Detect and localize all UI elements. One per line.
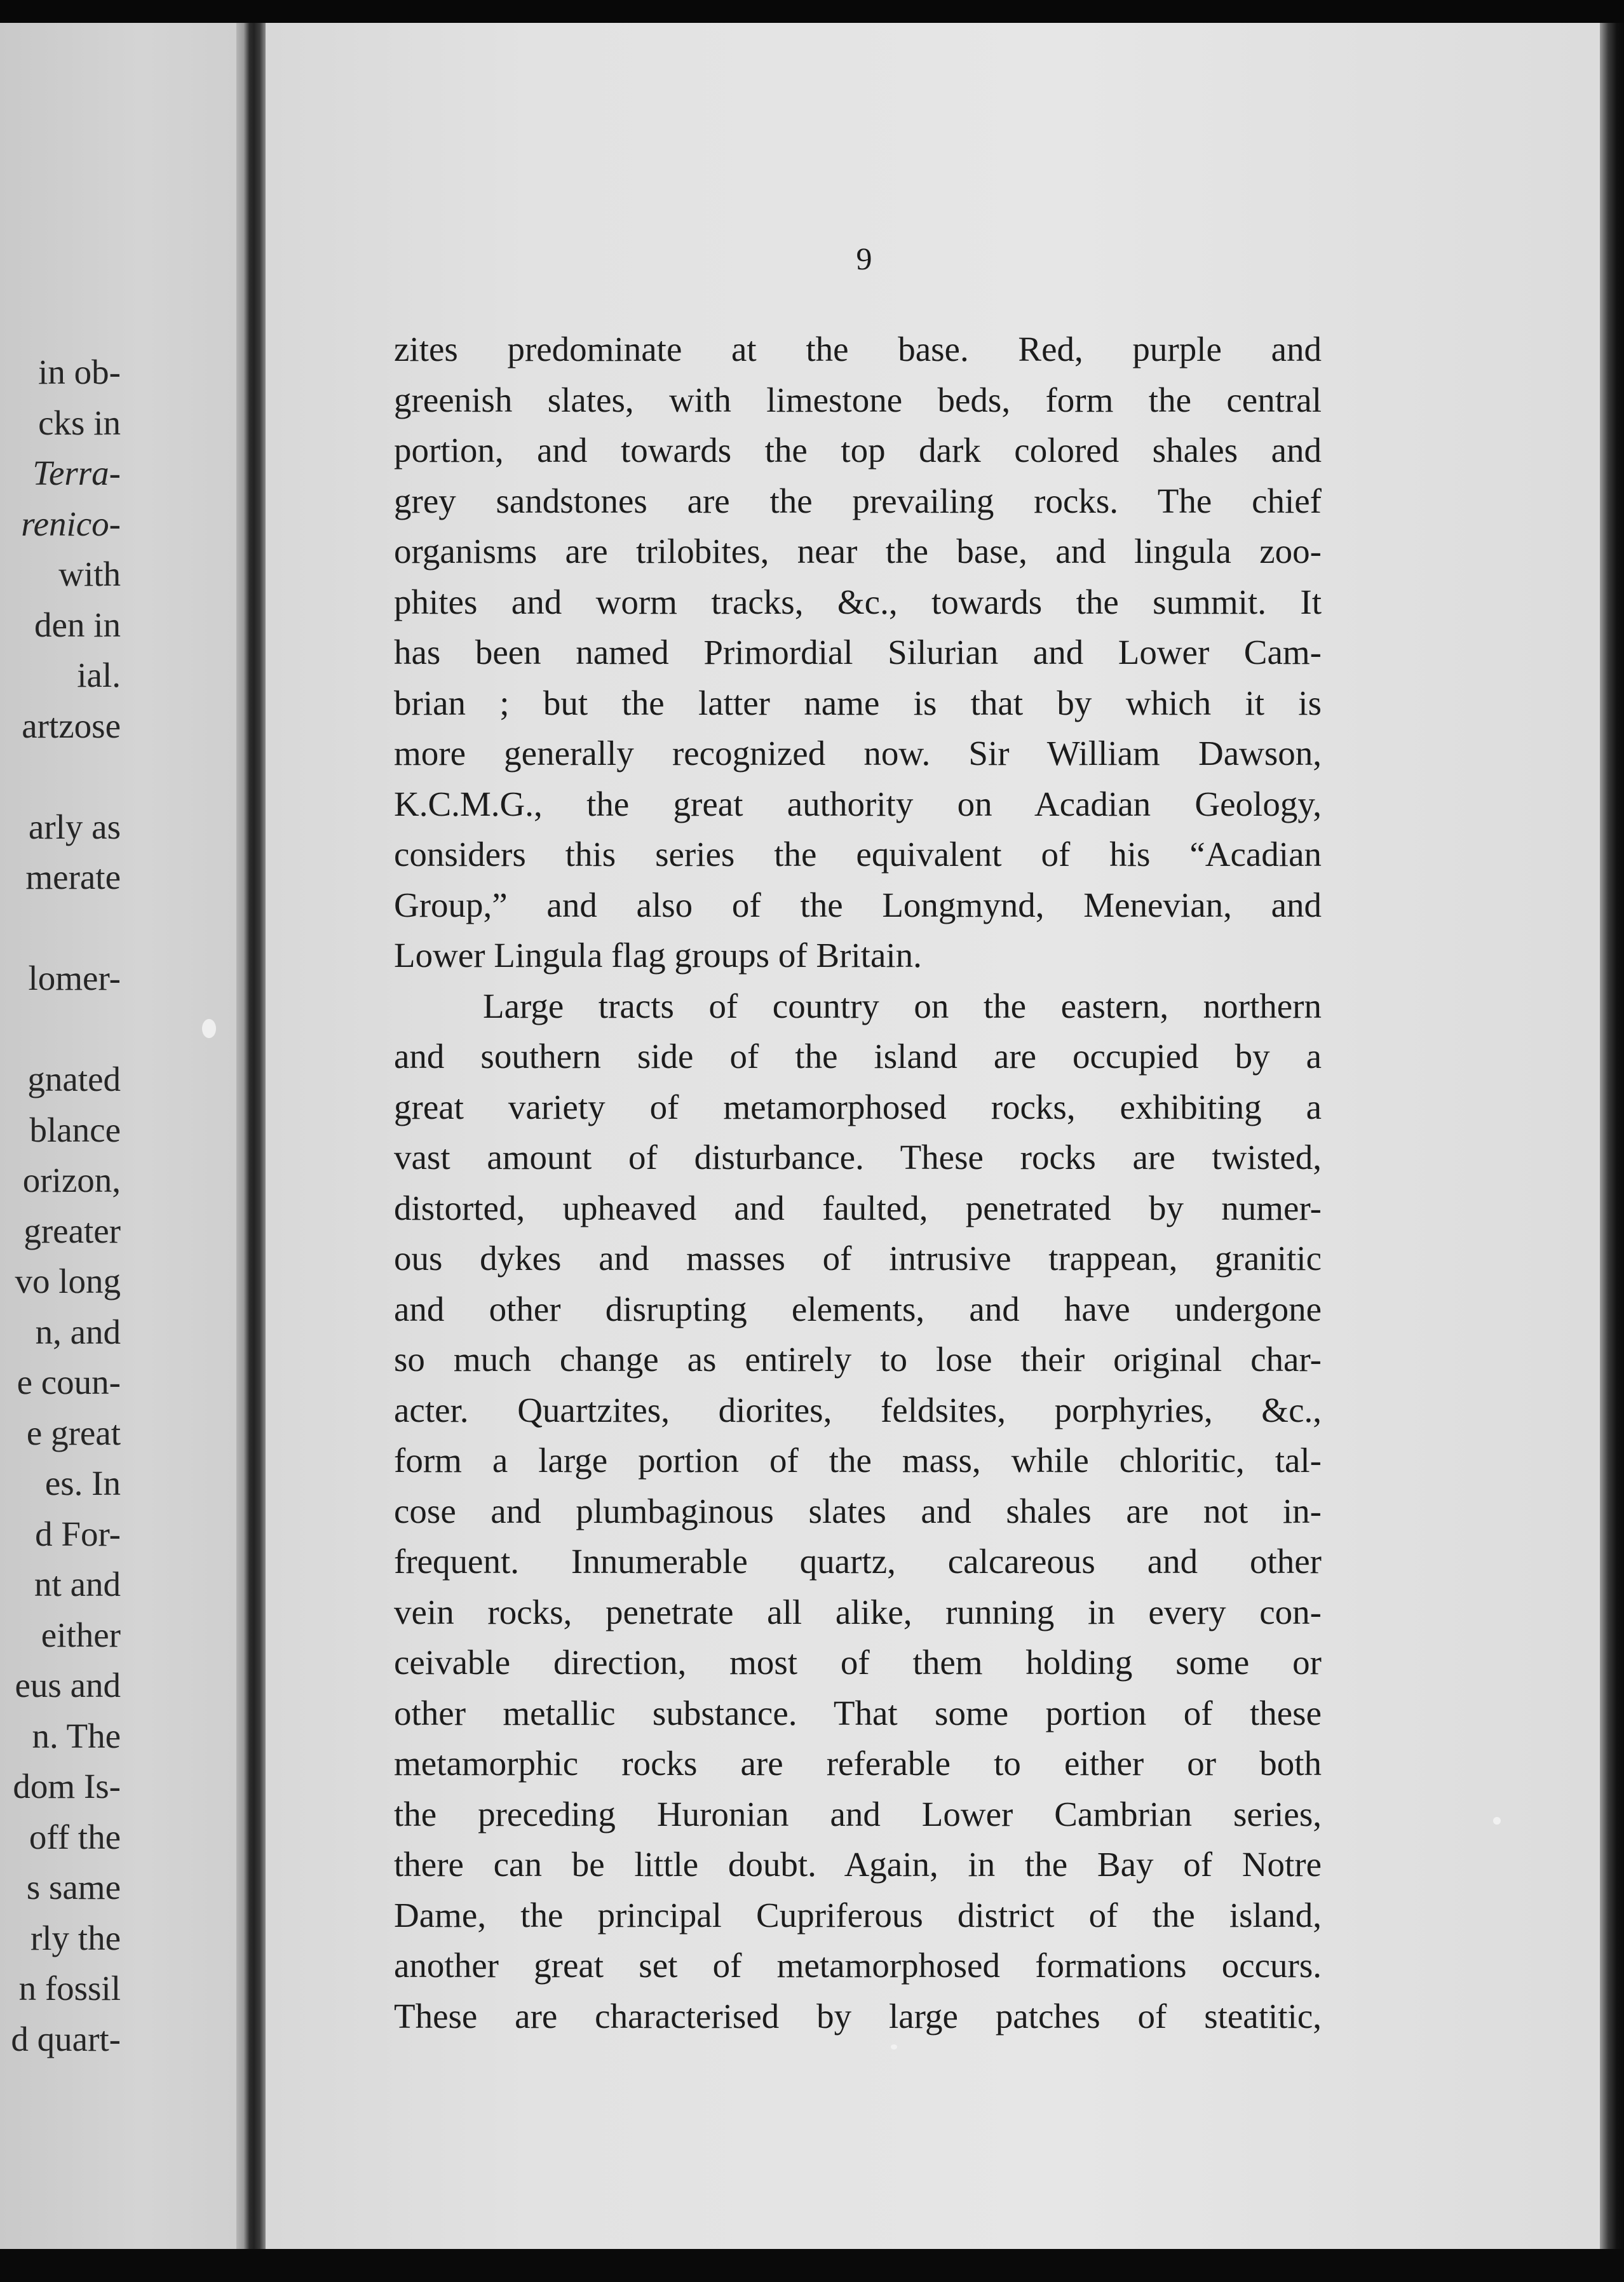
left-fragment-line: n, and xyxy=(35,1312,121,1351)
text-line: another great set of metamorphosed formations occurs. xyxy=(394,1946,1322,1985)
text-line: greenish slates, with limestone beds, form the central xyxy=(394,380,1322,419)
left-fragment-line: cks in xyxy=(38,403,121,442)
text-line: and southern side of the island are occupied by a xyxy=(394,1037,1322,1076)
text-line: great variety of metamorphosed rocks, exhibiting a xyxy=(394,1087,1322,1126)
text-line: K.C.M.G., the great authority on Acadian Geology, xyxy=(394,784,1322,823)
left-fragment-line: gnated xyxy=(27,1060,121,1098)
text-line: phites and worm tracks, &c., towards the summit. It xyxy=(394,582,1322,621)
left-fragment-line: n. The xyxy=(32,1716,121,1755)
left-fragment-line: merate xyxy=(25,858,121,896)
scan-bottom-border xyxy=(0,2249,1624,2282)
text-line: considers this series the equivalent of his “Acadian xyxy=(394,835,1322,874)
left-fragment-line: with xyxy=(58,555,121,593)
left-fragment-line: d For- xyxy=(35,1514,121,1553)
left-fragment-line: ial. xyxy=(77,656,121,694)
text-line: frequent. Innumerable quartz, calcareous and other xyxy=(394,1542,1322,1581)
left-fragment-line: n fossil xyxy=(18,1969,121,2008)
left-fragment-line: artzose xyxy=(22,706,121,745)
left-fragment-line: lomer- xyxy=(28,959,121,997)
left-fragment-line: es. In xyxy=(44,1464,121,1502)
left-fragment-line: blance xyxy=(29,1110,121,1149)
left-fragment-line: either xyxy=(41,1615,121,1654)
text-line: Large tracts of country on the eastern, northern xyxy=(483,986,1322,1025)
page-body-text xyxy=(394,324,1322,2041)
text-line: Lower Lingula flag groups of Britain. xyxy=(394,936,922,975)
text-line: more generally recognized now. Sir William Dawson, xyxy=(394,734,1322,773)
text-line: has been named Primordial Silurian and Lower Cam- xyxy=(394,633,1322,672)
scan-dust-speck xyxy=(1493,1817,1501,1825)
binding-fold xyxy=(236,23,266,2249)
text-line: organisms are trilobites, near the base, and lingula zoo- xyxy=(394,532,1322,570)
text-line: form a large portion of the mass, while chloritic, tal- xyxy=(394,1441,1322,1480)
left-fragment-line: Terra- xyxy=(32,454,121,492)
left-page-partial xyxy=(0,23,236,2249)
scan-top-border xyxy=(0,0,1624,23)
text-line: vast amount of disturbance. These rocks are twisted, xyxy=(394,1138,1322,1177)
page-number: 9 xyxy=(856,241,872,276)
text-line: ous dykes and masses of intrusive trappean, granitic xyxy=(394,1239,1322,1278)
text-line: and other disrupting elements, and have undergone xyxy=(394,1289,1322,1328)
text-line: acter. Quartzites, diorites, feldsites, porphyries, &c., xyxy=(394,1390,1322,1429)
text-line: metamorphic rocks are referable to either or both xyxy=(394,1744,1322,1783)
text-line: distorted, upheaved and faulted, penetrated by numer- xyxy=(394,1188,1322,1227)
left-fragment-line: s same xyxy=(26,1868,121,1907)
scan-dust-speck xyxy=(202,1019,216,1038)
text-line: brian ; but the latter name is that by which it is xyxy=(394,683,1322,722)
text-line: there can be little doubt. Again, in the Bay of Notre xyxy=(394,1845,1322,1884)
text-line: zites predominate at the base. Red, purple and xyxy=(394,330,1322,368)
text-line: ceivable direction, most of them holding some or xyxy=(394,1643,1322,1682)
text-line: so much change as entirely to lose their original char- xyxy=(394,1340,1322,1379)
text-line: other metallic substance. That some portion of these xyxy=(394,1693,1322,1732)
text-line: Dame, the principal Cupriferous district of the island, xyxy=(394,1895,1322,1934)
left-fragment-line: greater xyxy=(24,1211,121,1250)
left-fragment-line: in ob- xyxy=(38,353,121,391)
left-fragment-line: e great xyxy=(26,1413,121,1452)
left-fragment-line: dom Is- xyxy=(13,1767,121,1806)
left-fragment-line: renico- xyxy=(21,504,121,543)
left-fragment-line: vo long xyxy=(15,1262,121,1300)
left-fragment-line: orizon, xyxy=(22,1161,121,1199)
left-fragment-line: e coun- xyxy=(17,1363,121,1401)
left-fragment-line: eus and xyxy=(15,1666,121,1705)
text-line: the preceding Huronian and Lower Cambrian series, xyxy=(394,1794,1322,1833)
scan-dust-speck xyxy=(891,2044,897,2049)
text-line: cose and plumbaginous slates and shales are not in- xyxy=(394,1491,1322,1530)
text-line: portion, and towards the top dark colored shales and xyxy=(394,431,1322,469)
left-fragment-line: d quart- xyxy=(11,2019,121,2058)
text-line: These are characterised by large patches of steatitic, xyxy=(394,1996,1322,2036)
left-fragment-line: rly the xyxy=(30,1918,121,1957)
text-line: vein rocks, penetrate all alike, running in every con- xyxy=(394,1592,1322,1631)
left-fragment-line: nt and xyxy=(34,1565,121,1603)
scan-right-border xyxy=(1600,23,1624,2249)
left-fragment-line: arly as xyxy=(28,807,121,846)
left-fragment-line: off the xyxy=(29,1817,121,1856)
text-line: Group,” and also of the Longmynd, Menevian, and xyxy=(394,885,1322,924)
text-line: grey sandstones are the prevailing rocks. The chief xyxy=(394,481,1322,520)
left-fragment-line: den in xyxy=(34,605,121,644)
